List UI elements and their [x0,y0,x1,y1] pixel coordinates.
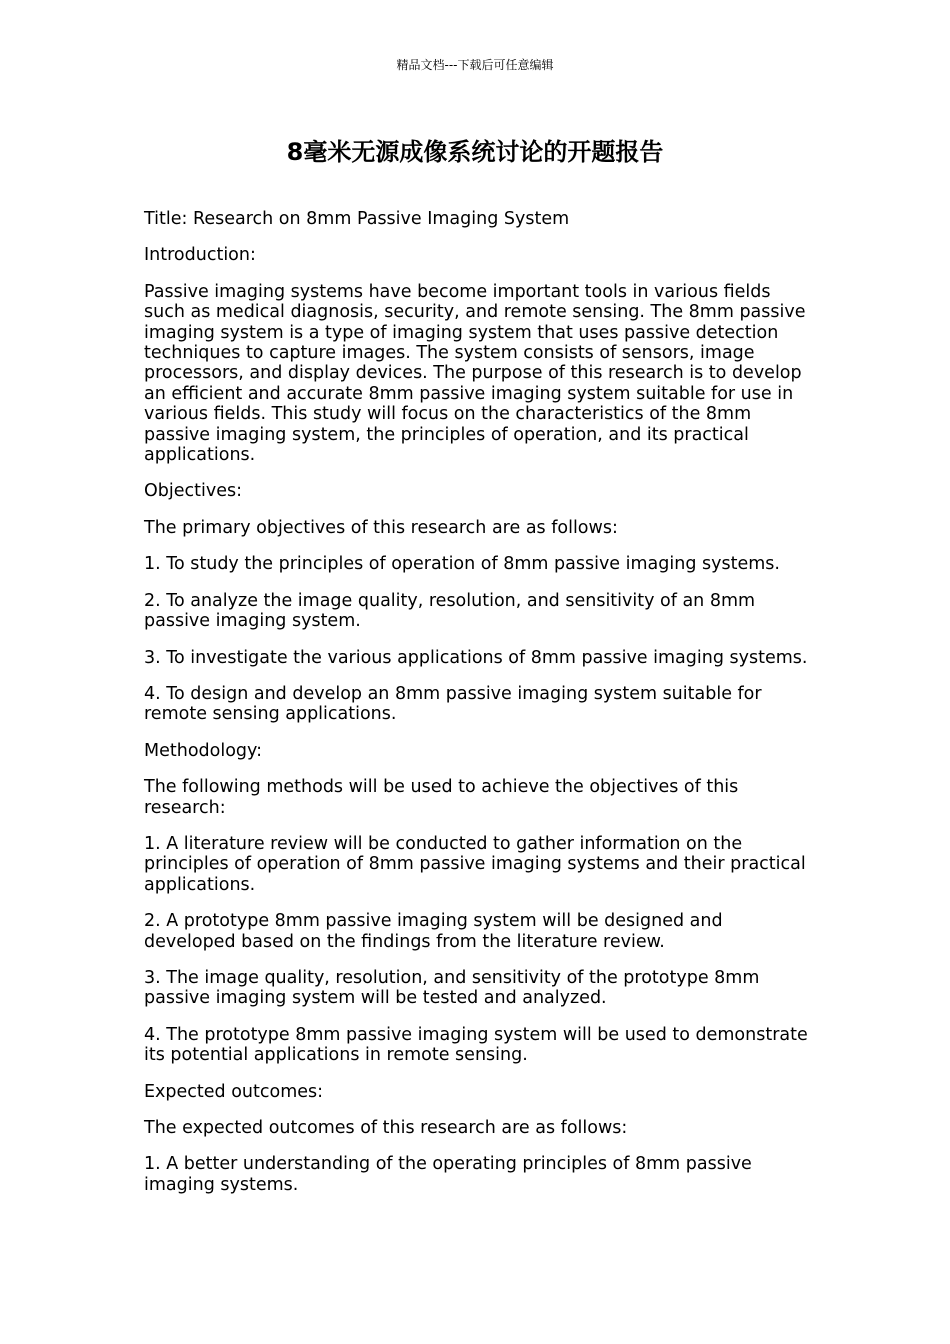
method-item-2: 2. A prototype 8mm passive imaging system will be designed and developed based on the findings from the literature review. [144,911,723,952]
paragraph-outcomes-intro: The expected outcomes of this research are as follows: [144,1118,628,1138]
page-header-note: 精品文档---下载后可任意编辑 [396,58,554,72]
objective-item-4: 4. To design and develop an 8mm passive imaging system suitable for remote sensing applications. [144,683,762,725]
section-heading-objectives: Objectives: [144,481,242,502]
paragraph-objectives-intro: The primary objectives of this research are as follows: [144,517,618,538]
section-heading-expected-outcomes: Expected outcomes: [144,1081,324,1102]
section-heading-methodology: Methodology: [144,740,262,761]
objective-item-1: 1. To study the principles of operation of 8mm passive imaging systems. [144,554,780,575]
document-body [144,209,809,1211]
paragraph-methodology-intro: The following methods will be used to achieve the objectives of this research: [144,777,739,818]
paragraph-introduction: Passive imaging systems have become important tools in various fields such as medical diagnosis, security, and remote sensing. The 8mm passive imaging system is a type of imaging system that uses passive detection techniques to capture images. The system consists of sensors, image processors, and display devices. The purpose of this research is to develop an efficient and accurate 8mm passive imaging system suitable for use in various fields. This study will focus on the characteristics of the 8mm passive imaging system, the principles of operation, and its practical applications. [144,281,806,466]
section-heading-introduction: Introduction: [144,245,256,266]
document-title: 8毫米无源成像系统讨论的开题报告 [286,138,664,166]
method-item-4: 4. The prototype 8mm passive imaging system will be used to demonstrate its potential applications in remote sensing. [144,1024,808,1066]
method-item-3: 3. The image quality, resolution, and sensitivity of the prototype 8mm passive imaging system will be tested and analyzed. [144,967,760,1009]
objective-item-3: 3. To investigate the various applications of 8mm passive imaging systems. [144,647,808,668]
method-item-1: 1. A literature review will be conducted to gather information on the principles of operation of 8mm passive imaging systems and their practical applications. [144,833,806,895]
objective-item-2: 2. To analyze the image quality, resolution, and sensitivity of an 8mm passive imaging system. [144,590,756,632]
paragraph-title-line: Title: Research on 8mm Passive Imaging System [144,209,570,229]
outcome-item-1: 1. A better understanding of the operating principles of 8mm passive imaging systems. [144,1154,752,1195]
